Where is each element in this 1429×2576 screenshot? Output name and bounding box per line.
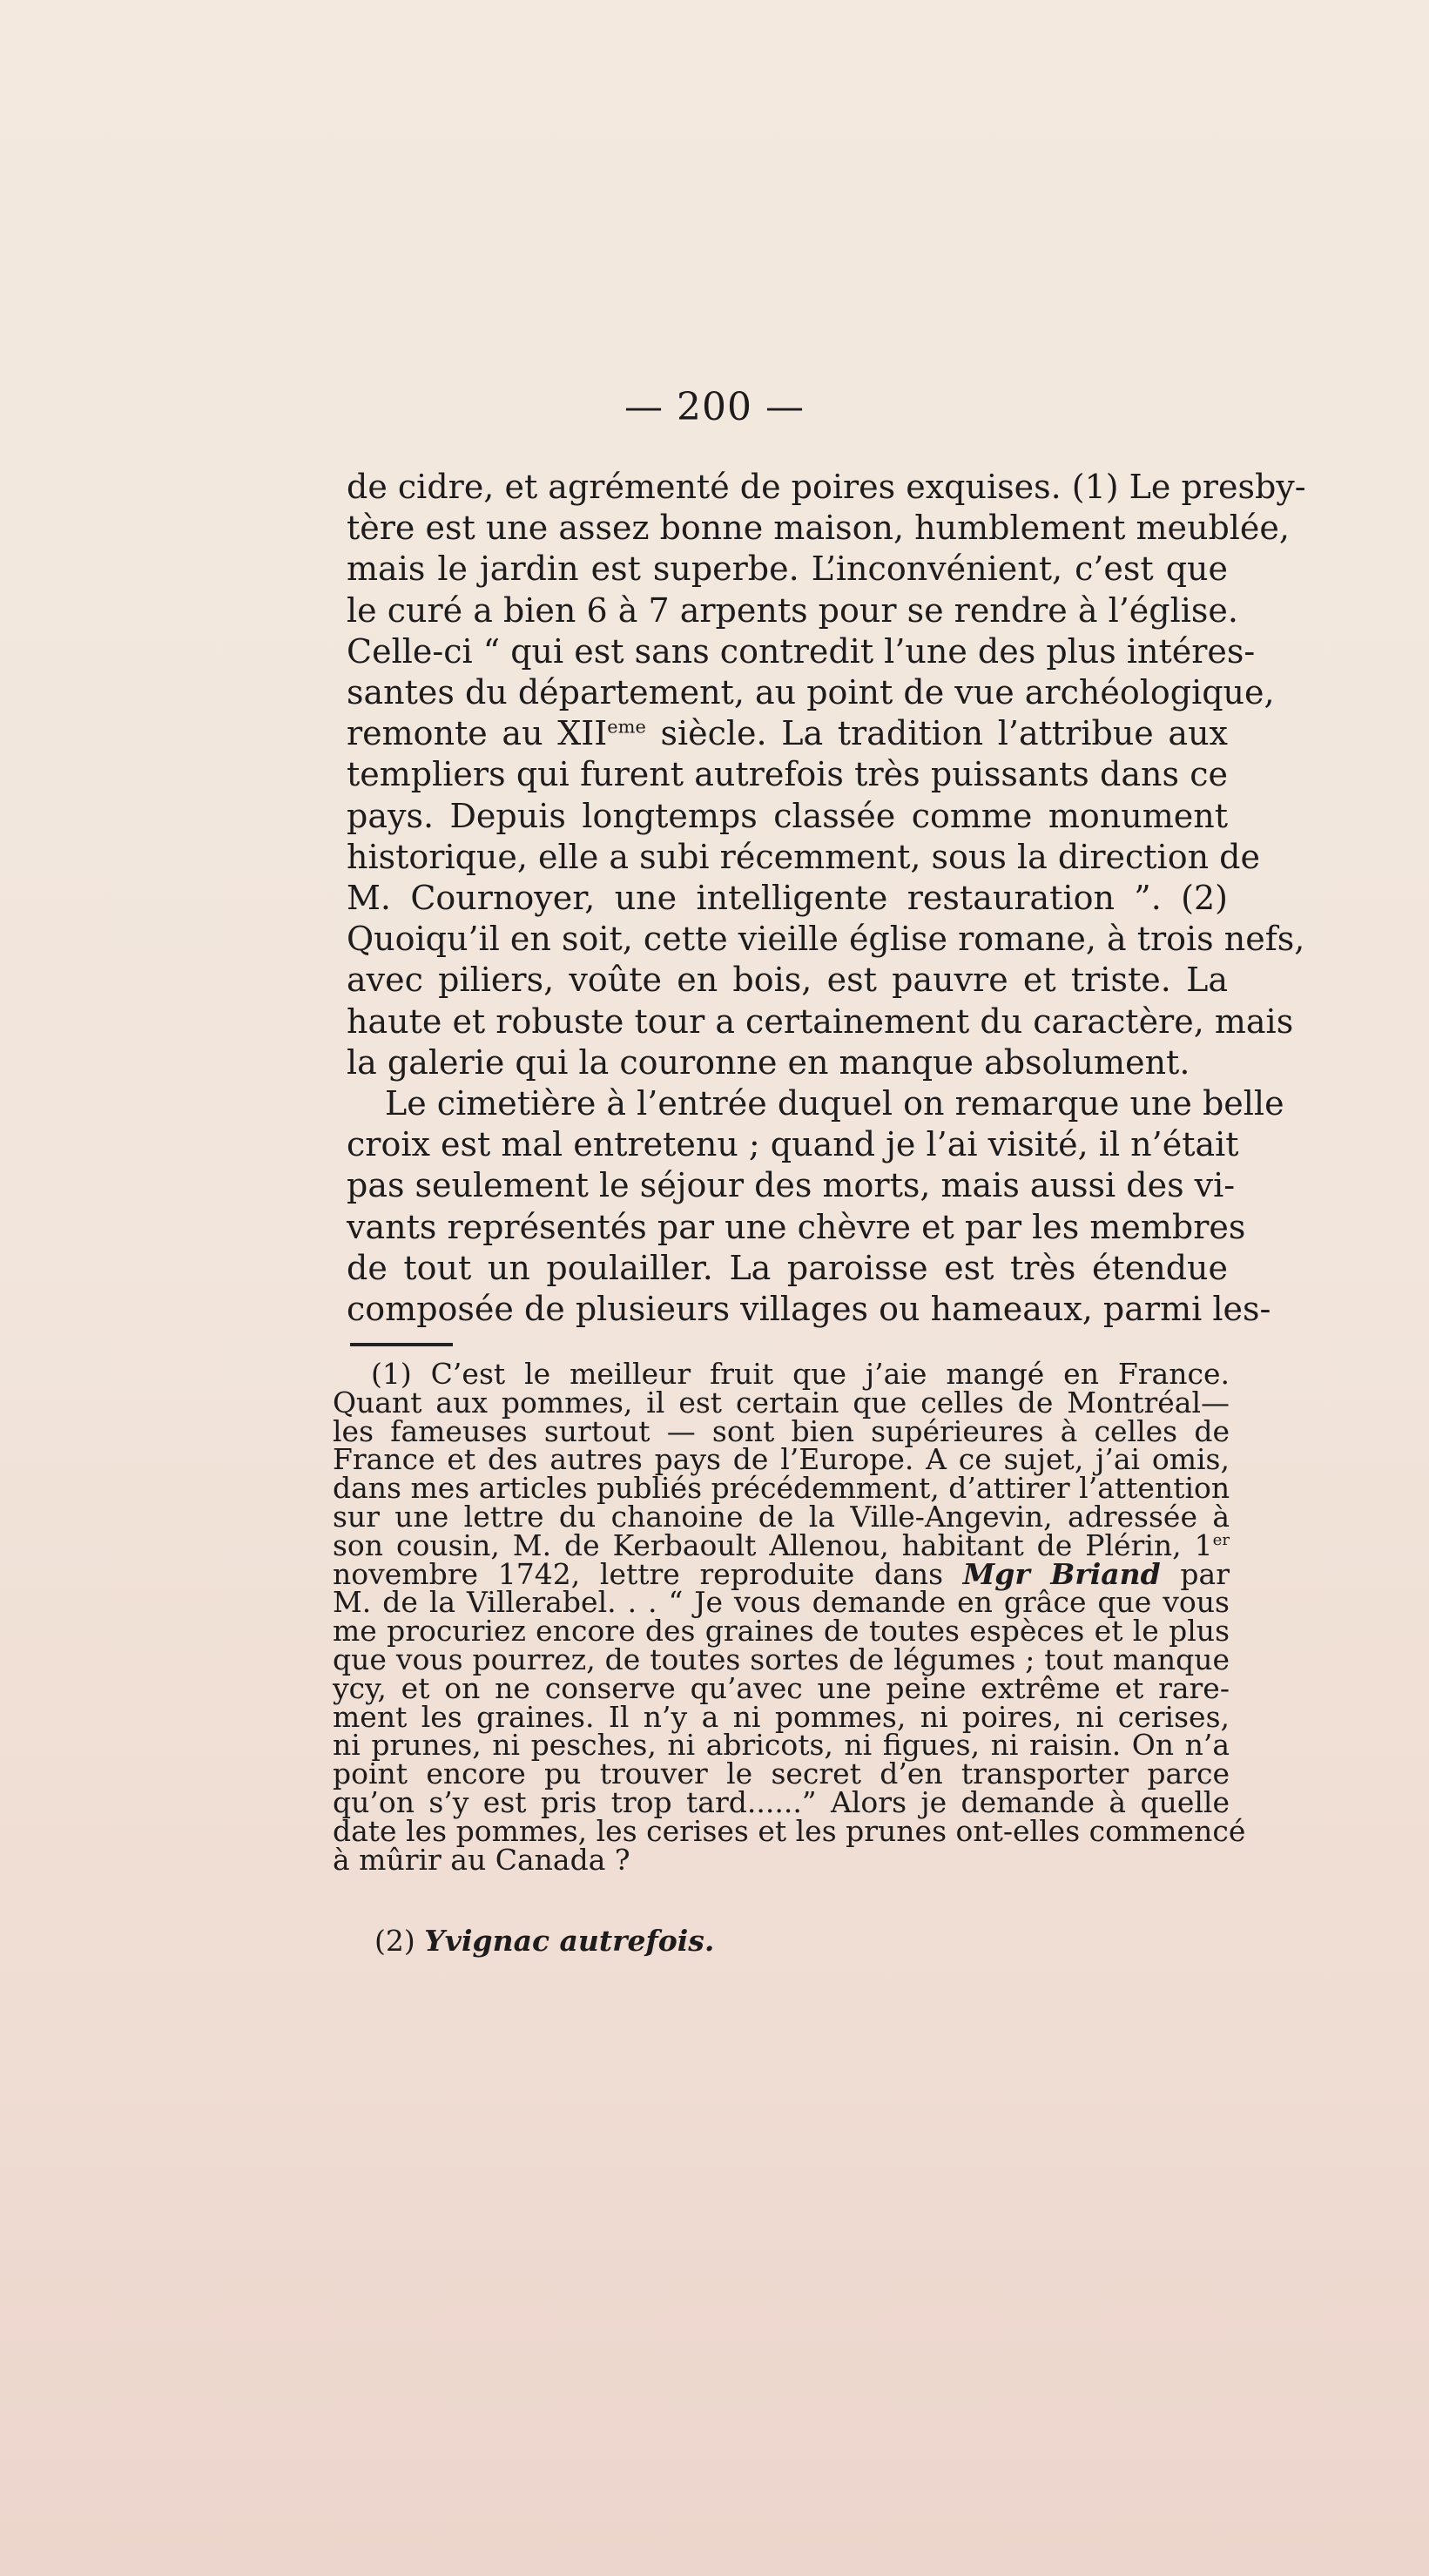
book-title: Mgr Briand <box>962 1556 1161 1591</box>
footnote-line: dans mes articles publiés précédemment, d’attirer l’attention <box>333 1471 1230 1506</box>
footnote-line: qu’on s’y est pris trop tard......” Alors je demande à quelle <box>333 1784 1230 1819</box>
body-line: la galerie qui la couronne en manque absolument. <box>347 1042 1190 1082</box>
footnote-2 <box>374 1924 714 1958</box>
footnote-line: à mûrir au Canada ? <box>333 1842 630 1877</box>
footnote-line: me procuriez encore des graines de toutes espèces et le plus <box>333 1614 1230 1649</box>
footnote-line: ni prunes, ni pesches, ni abricots, ni figues, ni raisin. On n’a <box>333 1728 1230 1763</box>
body-line: Le cimetière à l’entrée duquel on remarque une belle <box>385 1084 1284 1123</box>
body-line: santes du département, au point de vue archéologique, <box>347 673 1275 712</box>
body-line-century <box>347 713 1228 754</box>
footnote-line: Quant aux pommes, il est certain que celles de Montréal— <box>333 1385 1230 1419</box>
footnote-line: ment les graines. Il n’y a ni pommes, ni poires, ni cerises, <box>333 1699 1230 1734</box>
footnote-text: par <box>1160 1556 1230 1591</box>
footnote-superscript: er <box>1212 1530 1230 1549</box>
footnote-line: (1) C’est le meilleur fruit que j’aie mangé en France. <box>371 1357 1230 1391</box>
body-line: M. Cournoyer, une intelligente restauration ”. (2) <box>347 879 1228 918</box>
body-line: composée de plusieurs villages ou hameaux, parmi les- <box>347 1290 1271 1329</box>
body-line: Quoiqu’il en soit, cette vieille église romane, à trois nefs, <box>347 920 1305 959</box>
footnote-line: ycy, et on ne conserve qu’avec une peine extrême et rare- <box>333 1670 1230 1705</box>
body-line: le curé a bien 6 à 7 arpents pour se rendre à l’église. <box>347 590 1238 630</box>
footnote-2-text: Yvignac autrefois. <box>424 1924 715 1958</box>
footnote-text: novembre 1742, lettre reproduite dans <box>333 1556 963 1591</box>
body-line: Celle-ci “ qui est sans contredit l’une des plus intéres- <box>347 631 1256 671</box>
body-text <box>347 467 1306 1330</box>
footnote-divider <box>350 1343 453 1346</box>
body-line: de tout un poulailler. La paroisse est très étendue <box>347 1248 1228 1287</box>
footnote-text: son cousin, M. de Kerbaoult Allenou, habitant de Plérin, 1 <box>333 1527 1213 1562</box>
footnote-1 <box>333 1357 1246 1877</box>
footnote-line: date les pommes, les cerises et les prunes ont-elles commencé <box>333 1813 1246 1848</box>
century-rest: siècle. La tradition l’attribue aux <box>645 714 1228 753</box>
body-line: avec piliers, voûte en bois, est pauvre et triste. La <box>347 961 1228 1000</box>
footnote-line: les fameuses surtout — sont bien supérieures à celles de <box>333 1413 1230 1448</box>
body-line: historique, elle a subi récemment, sous la direction de <box>347 837 1260 876</box>
footnote-line: que vous pourrez, de toutes sortes de légumes ; tout manque <box>333 1642 1230 1676</box>
body-line: templiers qui furent autrefois très puissants dans ce <box>347 755 1228 794</box>
body-line: haute et robuste tour a certainement du caractère, mais <box>347 1001 1294 1041</box>
page-number: — 200 — <box>624 385 805 429</box>
footnote-2-number: (2) <box>374 1924 425 1958</box>
body-line: pas seulement le séjour des morts, mais aussi des vi- <box>347 1166 1236 1205</box>
body-line: de cidre, et agrémenté de poires exquises. (1) Le presby- <box>347 468 1306 506</box>
body-line: croix est mal entretenu ; quand je l’ai visité, il n’était <box>347 1125 1239 1164</box>
body-line: mais le jardin est superbe. L’inconvénient, c’est que <box>347 550 1228 589</box>
footnote-line: M. de la Villerabel. . . “ Je vous demande en grâce que vous <box>333 1585 1230 1620</box>
body-line: vants représentés par une chèvre et par les membres <box>347 1207 1246 1246</box>
body-line: pays. Depuis longtemps classée comme monument <box>347 796 1228 835</box>
body-line: tère est une assez bonne maison, humblement meublée, <box>347 509 1290 548</box>
footnote-line: France et des autres pays de l’Europe. A ce sujet, j’ai omis, <box>333 1442 1230 1477</box>
footnote-line: point encore pu trouver le secret d’en transporter parce <box>333 1757 1230 1791</box>
century-superscript: eme <box>607 716 646 738</box>
century-text: remonte au XII <box>347 714 608 753</box>
footnote-line: sur une lettre du chanoine de la Ville-Angevin, adressée à <box>333 1499 1230 1534</box>
